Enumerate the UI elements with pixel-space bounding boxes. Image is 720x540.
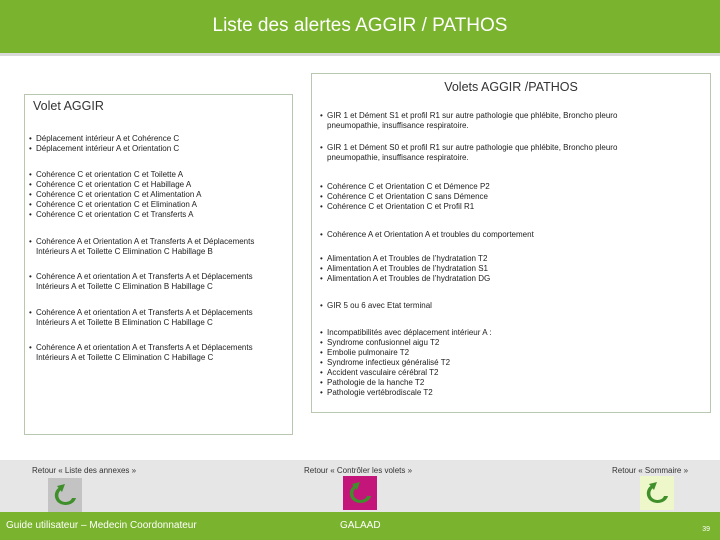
alert-text: Cohérence C et orientation C et Toilette A bbox=[36, 170, 184, 179]
alert-item bbox=[320, 254, 670, 264]
alert-item bbox=[320, 348, 670, 358]
bullet-icon: • bbox=[320, 192, 323, 201]
bullet-icon: • bbox=[29, 237, 32, 246]
bullet-icon: • bbox=[320, 230, 323, 239]
volets-aggir-pathos-panel bbox=[311, 73, 711, 413]
alert-group bbox=[320, 230, 670, 240]
bullet-icon: • bbox=[320, 368, 323, 377]
alert-item bbox=[29, 308, 287, 328]
alert-item bbox=[320, 182, 670, 192]
alert-text: Cohérence C et Orientation C et Profil R1 bbox=[327, 202, 475, 211]
alert-group bbox=[320, 301, 670, 311]
bullet-icon: • bbox=[320, 143, 323, 152]
alert-item bbox=[320, 230, 670, 240]
bullet-icon: • bbox=[320, 274, 323, 283]
bullet-icon: • bbox=[29, 210, 32, 219]
return-arrow-icon[interactable] bbox=[48, 478, 82, 512]
volet-aggir-title: Volet AGGIR bbox=[33, 99, 104, 113]
alert-group bbox=[29, 134, 287, 154]
bullet-icon: • bbox=[29, 144, 32, 153]
return-arrow-icon[interactable] bbox=[640, 476, 674, 510]
bullet-icon: • bbox=[29, 272, 32, 281]
alert-item bbox=[320, 111, 670, 131]
alert-text: Cohérence A et orientation A et Transferts A et Déplacements Intérieurs A et Toilette B Elimination C Habillage C bbox=[36, 308, 253, 327]
alert-text: Déplacement intérieur A et Orientation C bbox=[36, 144, 180, 153]
alert-text: Alimentation A et Troubles de l’hydratation T2 bbox=[327, 254, 488, 263]
alert-item bbox=[29, 210, 287, 220]
alert-item bbox=[320, 328, 670, 338]
alert-text: Alimentation A et Troubles de l’hydratation S1 bbox=[327, 264, 488, 273]
alert-text: Cohérence A et Orientation A et Transferts A et Déplacements Intérieurs A et Toilette C Elimination C Habillage B bbox=[36, 237, 255, 256]
bullet-icon: • bbox=[29, 190, 32, 199]
alert-text: Déplacement intérieur A et Cohérence C bbox=[36, 134, 180, 143]
bullet-icon: • bbox=[29, 343, 32, 352]
footer-guide-title: Guide utilisateur – Medecin Coordonnateur bbox=[6, 520, 197, 531]
bullet-icon: • bbox=[320, 202, 323, 211]
alert-text: Cohérence C et orientation C et Alimentation A bbox=[36, 190, 202, 199]
alert-item bbox=[29, 190, 287, 200]
alert-group bbox=[320, 111, 670, 131]
alert-group bbox=[320, 254, 670, 284]
bullet-icon: • bbox=[29, 180, 32, 189]
alert-item bbox=[320, 143, 670, 163]
volet-aggir-panel bbox=[24, 94, 293, 435]
alert-text: Cohérence A et orientation A et Transferts A et Déplacements Intérieurs A et Toilette C Elimination B Habillage C bbox=[36, 272, 253, 291]
bullet-icon: • bbox=[320, 254, 323, 263]
alert-text: Syndrome infectieux généralisé T2 bbox=[327, 358, 451, 367]
alert-item bbox=[29, 180, 287, 190]
page-title: Liste des alertes AGGIR / PATHOS bbox=[212, 15, 508, 36]
alert-item bbox=[29, 272, 287, 292]
alert-item bbox=[29, 144, 287, 154]
alert-text: Pathologie de la hanche T2 bbox=[327, 378, 425, 387]
alert-item bbox=[320, 358, 670, 368]
alert-group bbox=[320, 182, 670, 212]
alert-text: Pathologie vertébrodiscale T2 bbox=[327, 388, 433, 397]
back-to-annexes-link[interactable]: Retour « Liste des annexes » bbox=[32, 466, 137, 475]
alert-item bbox=[29, 170, 287, 180]
bullet-icon: • bbox=[29, 134, 32, 143]
alert-group bbox=[29, 343, 287, 363]
page-number: 39 bbox=[702, 526, 710, 533]
alert-group bbox=[320, 328, 670, 398]
alert-text: Cohérence C et orientation C et Elimination A bbox=[36, 200, 197, 209]
back-to-check-volets-link[interactable]: Retour « Contrôler les volets » bbox=[304, 466, 413, 475]
alert-text: Alimentation A et Troubles de l’hydratation DG bbox=[327, 274, 491, 283]
alert-item bbox=[320, 338, 670, 348]
alert-item bbox=[29, 343, 287, 363]
alert-text: Cohérence C et orientation C et Habillage A bbox=[36, 180, 192, 189]
bullet-icon: • bbox=[320, 358, 323, 367]
alert-item bbox=[320, 274, 670, 284]
bullet-icon: • bbox=[320, 388, 323, 397]
alert-group bbox=[29, 170, 287, 220]
alert-text: GIR 1 et Dément S0 et profil R1 sur autre pathologie que phlébite, Broncho pleuro pneumopathie, insuffisance respiratoire. bbox=[327, 143, 618, 162]
alert-item bbox=[320, 192, 670, 202]
alert-text: Syndrome confusionnel aigu T2 bbox=[327, 338, 440, 347]
alert-group bbox=[29, 237, 287, 257]
alert-text: Embolie pulmonaire T2 bbox=[327, 348, 410, 357]
return-arrow-icon[interactable] bbox=[343, 476, 377, 510]
alert-group bbox=[29, 308, 287, 328]
bullet-icon: • bbox=[320, 182, 323, 191]
bullet-icon: • bbox=[29, 308, 32, 317]
bullet-icon: • bbox=[320, 301, 323, 310]
alert-item bbox=[29, 134, 287, 144]
footer-app-name: GALAAD bbox=[340, 520, 381, 531]
alert-item bbox=[320, 301, 670, 311]
alert-text: Incompatibilités avec déplacement intérieur A : bbox=[327, 328, 492, 337]
alert-text: Cohérence C et Orientation C sans Démence bbox=[327, 192, 488, 201]
alert-text: Cohérence C et Orientation C et Démence P2 bbox=[327, 182, 490, 191]
alert-item bbox=[29, 237, 287, 257]
volets-aggir-pathos-title: Volets AGGIR /PATHOS bbox=[444, 80, 578, 94]
bullet-icon: • bbox=[320, 264, 323, 273]
back-to-sommaire-link[interactable]: Retour « Sommaire » bbox=[612, 466, 689, 475]
alert-item bbox=[29, 200, 287, 210]
alert-item bbox=[320, 264, 670, 274]
alert-text: Cohérence A et Orientation A et troubles du comportement bbox=[327, 230, 534, 239]
alert-group bbox=[29, 272, 287, 292]
alert-text: GIR 1 et Dément S1 et profil R1 sur autre pathologie que phlébite, Broncho pleuro pneumopathie, insuffisance respiratoire. bbox=[327, 111, 618, 130]
alert-text: Accident vasculaire cérébral T2 bbox=[327, 368, 439, 377]
alert-item bbox=[320, 202, 670, 212]
alert-group bbox=[320, 143, 670, 163]
bullet-icon: • bbox=[320, 378, 323, 387]
bullet-icon: • bbox=[29, 170, 32, 179]
bullet-icon: • bbox=[320, 328, 323, 337]
alert-text: Cohérence C et orientation C et Transferts A bbox=[36, 210, 194, 219]
bullet-icon: • bbox=[29, 200, 32, 209]
alert-item bbox=[320, 368, 670, 378]
alert-text: GIR 5 ou 6 avec Etat terminal bbox=[327, 301, 432, 310]
alert-item bbox=[320, 388, 670, 398]
footer-bar bbox=[0, 512, 720, 540]
bullet-icon: • bbox=[320, 338, 323, 347]
bullet-icon: • bbox=[320, 348, 323, 357]
header-bar bbox=[0, 0, 720, 56]
bullet-icon: • bbox=[320, 111, 323, 120]
alert-item bbox=[320, 378, 670, 388]
alert-text: Cohérence A et orientation A et Transferts A et Déplacements Intérieurs A et Toilette C Elimination C Habillage C bbox=[36, 343, 253, 362]
